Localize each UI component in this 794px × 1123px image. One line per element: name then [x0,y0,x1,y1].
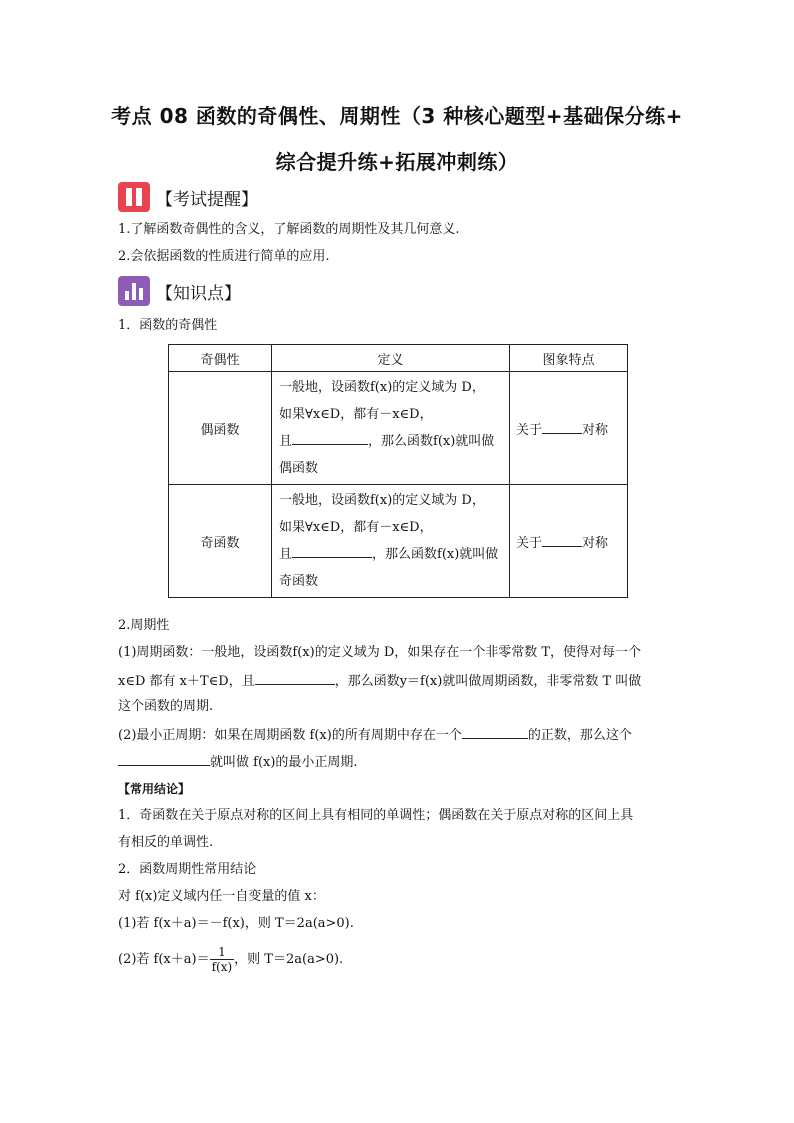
fill-blank[interactable] [255,670,335,685]
remind-item-2: 2.会依据函数的性质进行简单的应用. [118,249,330,264]
fill-blank[interactable] [542,532,582,547]
pause-icon [118,182,150,212]
def-line: 偶函数 [279,461,319,476]
conclusion-5: (2)若 f(x＋a)＝ $\frac{1}{f(x)}$ ，则 T＝2a(a>0). [118,945,344,974]
def-line: 奇函数 [279,574,319,589]
header-graph-feature: 图象特点 [510,345,628,372]
subsection-periodicity: 2.周期性 [118,618,170,633]
min-period-line-2: 就叫做 f(x)的最小正周期. [118,751,358,773]
row-odd-name: 奇函数 [169,485,272,598]
def-line: 如果∀x∈D，都有－x∈D， [279,520,433,535]
fill-blank[interactable] [462,724,528,739]
title-line-2: 综合提升练+拓展冲刺练） [275,150,519,174]
table-row-odd [169,485,628,598]
header-definition: 定义 [272,345,510,372]
periodic-def-line-3: 这个函数的周期. [118,699,214,714]
conclusion-heading: 【常用结论】 [118,782,191,796]
def-line: 一般地，设函数f(x)的定义域为 D， [279,493,485,508]
row-even-definition [272,372,510,485]
parity-table [168,344,628,598]
conclusion-1-line-2: 有相反的单调性. [118,835,214,850]
fill-blank[interactable] [542,419,582,434]
table-header-row [169,345,628,372]
conclusion-4: (1)若 f(x＋a)＝－f(x)，则 T＝2a(a>0). [118,916,354,931]
fill-blank[interactable] [292,543,372,558]
subsection-parity: 1．函数的奇偶性 [118,318,218,333]
table-row-even [169,372,628,485]
periodic-def-line-2: x∈D 都有 x＋T∈D，且 ，那么函数y＝f(x)就叫做周期函数，非零常数 T 叫做 [118,670,641,692]
remind-section-header [118,182,258,212]
page-title [100,93,694,185]
knowledge-heading: 【知识点】 [156,283,241,304]
row-even-name: 偶函数 [169,372,272,485]
bar-chart-icon [118,276,150,306]
remind-heading: 【考试提醒】 [156,189,258,210]
conclusion-3: 对 f(x)定义域内任一自变量的值 x： [118,889,325,904]
def-line: 如果∀x∈D，都有－x∈D， [279,407,433,422]
min-period-line-1: (2)最小正周期：如果在周期函数 f(x)的所有周期中存在一个 的正数，那么这个 [118,724,632,746]
row-odd-definition [272,485,510,598]
remind-item-1: 1.了解函数奇偶性的含义，了解函数的周期性及其几何意义. [118,222,460,237]
def-line: 且 ，那么函数f(x)就叫做 [279,541,502,568]
row-even-feature: 关于 对称 [510,372,628,485]
knowledge-section-header [118,276,241,306]
fraction: $\frac{1}{f(x)}$ [211,945,233,974]
title-line-1: 考点 08 函数的奇偶性、周期性（3 种核心题型+基础保分练+ [111,104,683,128]
fill-blank[interactable] [292,430,368,445]
fill-blank[interactable] [118,751,210,766]
def-line: 且 ，那么函数f(x)就叫做 [279,428,502,455]
row-odd-feature: 关于 对称 [510,485,628,598]
def-line: 一般地，设函数f(x)的定义域为 D， [279,380,485,395]
header-parity: 奇偶性 [169,345,272,372]
periodic-def-line-1: (1)周期函数：一般地，设函数f(x)的定义域为 D，如果存在一个非零常数 T，使得对每一个 [118,645,642,660]
conclusion-2: 2．函数周期性常用结论 [118,862,257,877]
conclusion-1-line-1: 1．奇函数在关于原点对称的区间上具有相同的单调性；偶函数在关于原点对称的区间上具 [118,808,634,823]
